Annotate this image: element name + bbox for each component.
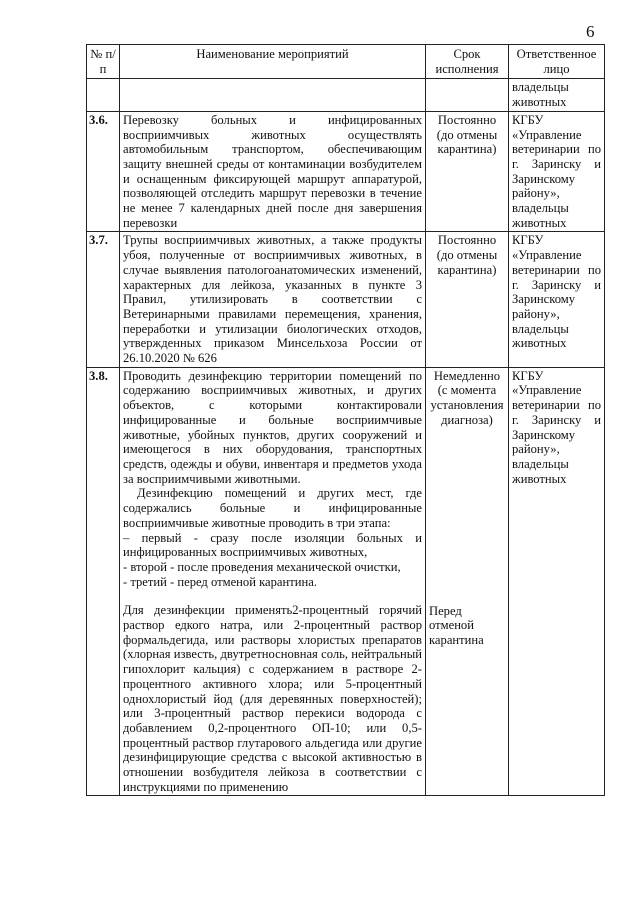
- row-measure: Трупы восприимчивых животных, а также продукты убоя, полученные от восприимчивых животных, в случае выявления патологоанатомических изменений, характерных для лейкоза, указанных в пункте 3 Правил, утилизировать в соответствии с Ветеринарными правилами перемещения, хранения, переработки и утилизации биологических отходов, утвержденных приказом Минсельхоза России от 26.10.2020 № 626: [120, 232, 426, 367]
- page-number: 6: [586, 22, 595, 41]
- term-immediate: Немедленно (с момента установления диагноза): [430, 368, 504, 427]
- row-number: 3.7.: [87, 232, 120, 367]
- measure-paragraph: Дезинфекцию помещений и других мест, где содержались больные и инфицированные восприимчивые животные проводить в три этапа:: [123, 486, 422, 530]
- row-responsible: КГБУ «Управление ветеринарии по г. Заринску и Заринскому району», владельцы животных: [509, 367, 605, 796]
- row-measure: Перевозку больных и инфицированных восприимчивых животных осуществлять автомобильным транспортом, обеспечивающим защиту внешней среды от контаминации возбудителем и оснащенным фиксирующей маршрут аппаратурой, позволяющей отследить маршрут перевозки в течение не менее 7 календарных дней после дня завершения перевозки: [120, 111, 426, 232]
- row-number: 3.6.: [87, 111, 120, 232]
- row-number: 3.8.: [87, 367, 120, 796]
- row-term: Постоянно (до отмены карантина): [426, 111, 509, 232]
- row-responsible: КГБУ «Управление ветеринарии по г. Заринску и Заринскому району», владельцы животных: [509, 111, 605, 232]
- measures-table: [86, 44, 605, 796]
- header-number: № п/п: [87, 45, 120, 79]
- carryover-row: [87, 79, 605, 111]
- table-row: [87, 232, 605, 367]
- row-measure: [120, 367, 426, 796]
- stage-item: - третий - перед отменой карантина.: [123, 574, 317, 589]
- header-term: Срок исполнения: [426, 45, 509, 79]
- header-responsible: Ответственное лицо: [509, 45, 605, 79]
- table-header-row: [87, 45, 605, 79]
- stage-item: - второй - после проведения механической очистки,: [123, 559, 401, 574]
- table-row: [87, 111, 605, 232]
- carryover-responsible: владельцы животных: [509, 79, 605, 111]
- measure-paragraph: Проводить дезинфекцию территории помещений по содержанию восприимчивых животных, и других объектов, с которыми контактировали инфицированные и больные восприимчивые животные, убойных пунктов, других сооружений и имеющегося в них оборудования, транспортных средств, одежды и обуви, инвентаря и предметов ухода за восприимчивыми животными.: [123, 368, 422, 486]
- row-term: Постоянно (до отмены карантина): [426, 232, 509, 367]
- header-name: Наименование мероприятий: [120, 45, 426, 79]
- stage-item: – первый - сразу после изоляции больных и инфицированных восприимчивых животных,: [123, 530, 422, 560]
- row-term: [426, 367, 509, 796]
- table-row: [87, 367, 605, 796]
- row-responsible: КГБУ «Управление ветеринарии по г. Заринску и Заринскому району», владельцы животных: [509, 232, 605, 367]
- term-before-quarantine-end: Перед отменой карантина: [429, 603, 484, 647]
- measure-paragraph: Для дезинфекции применять2-процентный горячий раствор едкого натра, или 2-процентный раствор формальдегида, или растворы хлористых препаратов (хлорная известь, двутретносновная соль, нейтральный гипохлорит кальция) с содержанием в растворе 2-процентного активного хлора; или 5-процентный однохлористый йод (для деревянных поверхностей); или 3-процентный раствор перекиси водорода с добавлением 0,2-процентного ОП-10; или 0,5-процентный раствор глутарового альдегида или другие дезинфицирующие средства с высокой активностью в отношении возбудителя лейкоза в соответствии с инструкциями по применению: [123, 603, 422, 794]
